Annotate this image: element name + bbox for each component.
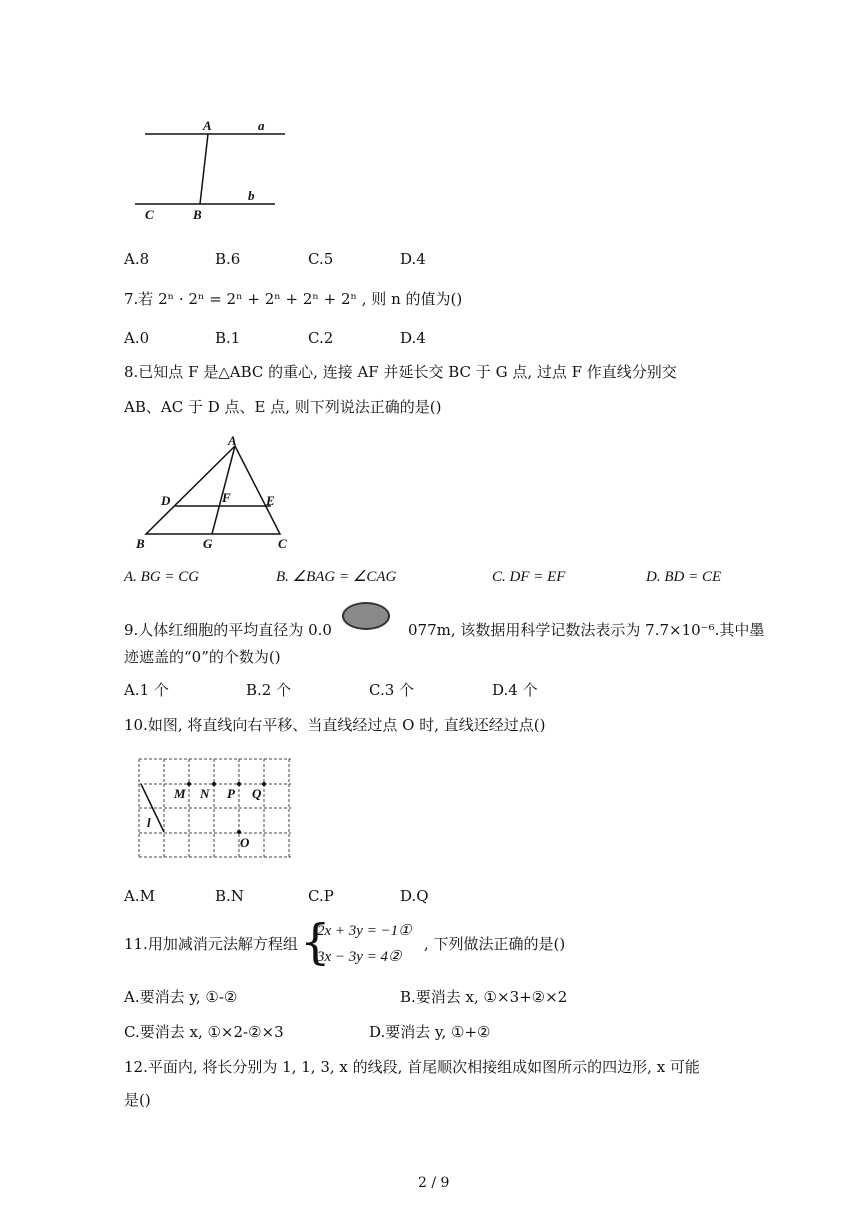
q10-stem: 10.如图, 将直线向右平移、当直线经过点 O 时, 直线还经过点() [124, 716, 546, 734]
label-O: O [240, 835, 250, 850]
q12-stem-line2: 是() [124, 1091, 151, 1109]
grid-figure [134, 755, 294, 861]
ink-blot [342, 602, 390, 630]
parallel-lines-figure [130, 115, 300, 225]
q9-stem-line2: 迹遮盖的“0”的个数为() [124, 648, 281, 666]
q11-option-c: C.要消去 x, ①×2-②×3 [124, 1023, 284, 1041]
q8-option-d: D. BD = CE [646, 569, 722, 585]
q6-option-b: B.6 [215, 250, 241, 268]
q10-option-a: A.M [124, 887, 155, 905]
q8-option-a: A. BG = CG [124, 569, 200, 585]
label-A: A [203, 118, 212, 133]
q8-option-c: C. DF = EF [492, 569, 566, 585]
q6-option-a: A.8 [124, 250, 150, 268]
q9-stem-part1: 9.人体红细胞的平均直径为 0.0 [124, 621, 332, 639]
label-a: a [258, 118, 265, 133]
q10-option-d: D.Q [400, 887, 429, 905]
q8-stem-line2: AB、AC 于 D 点、E 点, 则下列说法正确的是() [124, 398, 442, 416]
q10-option-b: B.N [215, 887, 244, 905]
label-B: B [193, 207, 202, 222]
q7-option-c: C.2 [308, 329, 334, 347]
label-A: A [228, 433, 237, 448]
q8-option-b: B. ∠BAG = ∠CAG [276, 569, 397, 585]
q7-option-b: B.1 [215, 329, 241, 347]
label-C: C [278, 536, 287, 551]
q9-option-d: D.4 个 [492, 681, 538, 699]
q10-option-c: C.P [308, 887, 334, 905]
q6-option-c: C.5 [308, 250, 334, 268]
label-F: F [222, 490, 231, 505]
q11-option-b: B.要消去 x, ①×3+②×2 [400, 988, 568, 1006]
page-number: 2 / 9 [418, 1175, 450, 1191]
q11-stem-pre: 11.用加减消元法解方程组 [124, 935, 298, 953]
label-b: b [248, 188, 255, 203]
label-N: N [200, 786, 210, 801]
label-l: l [147, 815, 151, 830]
q6-option-d: D.4 [400, 250, 426, 268]
label-M: M [174, 786, 186, 801]
q7-option-d: D.4 [400, 329, 426, 347]
label-P: P [227, 786, 235, 801]
q11-equation-1: 2x + 3y = −1① [317, 923, 412, 939]
q8-stem-line1: 8.已知点 F 是△ABC 的重心, 连接 AF 并延长交 BC 于 G 点, 过点 F 作直线分别交 [124, 363, 677, 381]
label-C: C [145, 207, 154, 222]
q9-option-c: C.3 个 [369, 681, 415, 699]
q9-option-a: A.1 个 [124, 681, 169, 699]
triangle-figure [128, 432, 298, 554]
q7-stem: 7.若 2ⁿ · 2ⁿ = 2ⁿ + 2ⁿ + 2ⁿ + 2ⁿ , 则 n 的值为() [124, 290, 463, 308]
q11-stem-post: , 下列做法正确的是() [424, 935, 566, 953]
label-D: D [161, 493, 171, 508]
q11-option-d: D.要消去 y, ①+② [369, 1023, 491, 1041]
q11-option-a: A.要消去 y, ①-② [124, 988, 238, 1006]
q9-stem-part2: 077m, 该数据用科学记数法表示为 7.7×10⁻⁶.其中墨 [408, 621, 765, 639]
label-B: B [136, 536, 145, 551]
q7-option-a: A.0 [124, 329, 150, 347]
q12-stem-line1: 12.平面内, 将长分别为 1, 1, 3, x 的线段, 首尾顺次相接组成如图所示的四边形, x 可能 [124, 1058, 700, 1076]
q9-option-b: B.2 个 [246, 681, 292, 699]
label-E: E [266, 493, 275, 508]
label-Q: Q [252, 786, 262, 801]
q11-equation-2: 3x − 3y = 4② [317, 949, 402, 965]
label-G: G [203, 536, 213, 551]
equation-brace: { [300, 914, 331, 970]
